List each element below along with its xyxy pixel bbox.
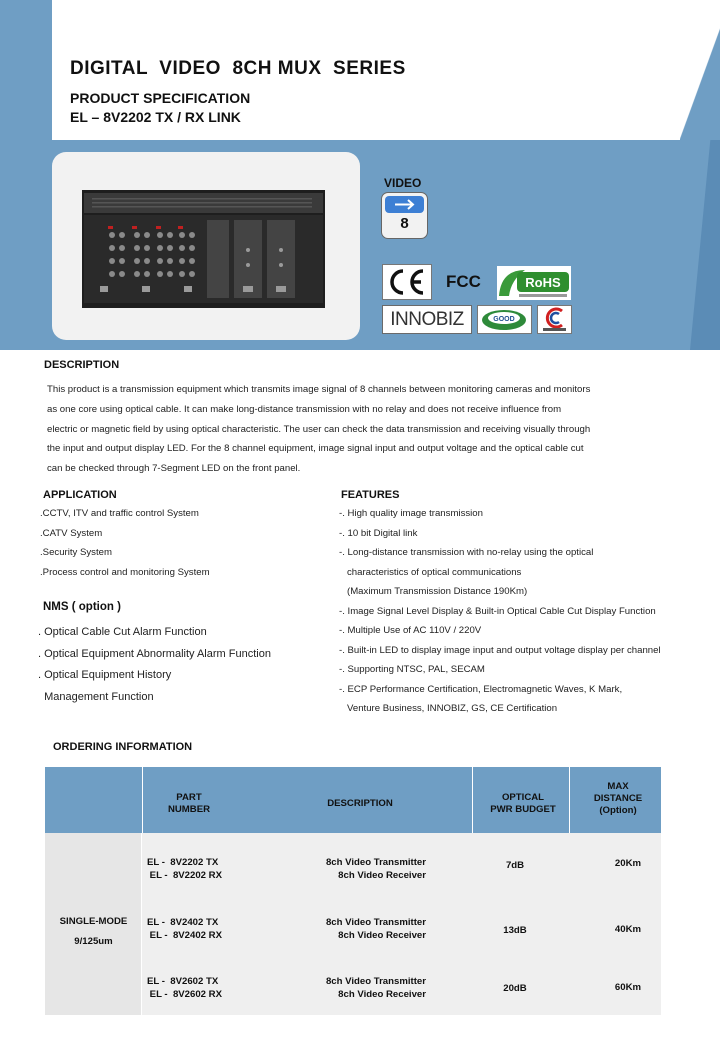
header-max-distance: MAX DISTANCE (Option) (593, 781, 643, 816)
power-budget: 20dB (503, 983, 527, 994)
fcc-logo: FCC (446, 272, 481, 291)
description-line: the input and output display LED. For the 8 channel equipment, image signal input and output voltage and the optical cable cut (47, 443, 584, 455)
description-heading: DESCRIPTION (44, 359, 120, 371)
ordering-table (45, 767, 661, 1015)
fiber-mode: SINGLE-MODE (59, 916, 128, 927)
part-number-rx: EL - 8V2602 RX (147, 989, 223, 1000)
part-number-rx: EL - 8V2402 RX (147, 930, 223, 941)
power-budget: 7dB (505, 860, 525, 871)
nms-item: Management Function (38, 690, 154, 703)
document-title: DIGITAL VIDEO 8CH MUX SERIES (70, 58, 406, 79)
video-channel-badge (381, 192, 428, 239)
innobiz-logo: INNOBIZ (382, 305, 472, 334)
good-software-logo (477, 305, 532, 334)
arrow-right-icon (385, 196, 424, 213)
feature-item: -. Image Signal Level Display & Built-in Optical Cable Cut Display Function (339, 605, 656, 617)
feature-item: -. Long-distance transmission with no-relay using the optical (339, 547, 594, 558)
feature-item: characteristics of optical communications (339, 566, 522, 578)
video-label: VIDEO (384, 176, 422, 190)
header-description: DESCRIPTION (327, 798, 393, 809)
nms-item: . Optical Cable Cut Alarm Function (38, 626, 207, 638)
max-distance: 20Km (614, 858, 642, 869)
feature-item: -. ECP Performance Certification, Electromagnetic Waves, K Mark, (339, 683, 623, 695)
rohs-logo (497, 266, 571, 300)
application-heading: APPLICATION (43, 489, 117, 501)
description-rx: 8ch Video Receiver (338, 870, 426, 881)
application-item: .CCTV, ITV and traffic control System (40, 508, 199, 519)
feature-item: -. Multiple Use of AC 110V / 220V (339, 625, 482, 636)
rack-unit-image (82, 190, 325, 308)
nms-heading: NMS ( option ) (43, 601, 121, 613)
application-item: .CATV System (40, 527, 103, 539)
header-part-number: PART NUMBER (167, 792, 211, 815)
fiber-size: 9/125um (74, 936, 113, 947)
description-line: This product is a transmission equipment which transmits image signal of 8 channels between monitoring cameras and monitors (47, 384, 591, 395)
application-item: .Process control and monitoring System (40, 566, 210, 578)
nms-item: . Optical Equipment Abnormality Alarm Function (38, 647, 271, 660)
description-tx: 8ch Video Transmitter (325, 917, 426, 928)
nms-item: . Optical Equipment History (38, 669, 172, 681)
description-line: can be checked through 7-Segment LED on the front panel. (47, 463, 301, 475)
model-subtitle: EL – 8V2202 TX / RX LINK (70, 109, 241, 125)
spec-subtitle: PRODUCT SPECIFICATION (70, 90, 251, 106)
ce-mark-icon (382, 264, 432, 300)
feature-item: (Maximum Transmission Distance 190Km) (339, 586, 528, 597)
description-rx: 8ch Video Receiver (338, 989, 426, 1000)
part-number-rx: EL - 8V2202 RX (147, 870, 223, 881)
ordering-heading: ORDERING INFORMATION (53, 741, 193, 753)
description-line: as one core using optical cable. It can make long-distance transmission with no relay and does not receive influence from (47, 403, 562, 415)
feature-item: -. 10 bit Digital link (339, 527, 418, 539)
description-rx: 8ch Video Receiver (338, 930, 426, 941)
part-number-tx: EL - 8V2202 TX (147, 857, 219, 868)
max-distance: 40Km (614, 924, 642, 935)
part-number-tx: EL - 8V2402 TX (147, 917, 219, 928)
description-body (47, 380, 667, 479)
feature-item: Venture Business, INNOBIZ, GS, CE Certification (339, 703, 558, 714)
description-line: electric or magnetic field by using optical characteristic. The user can check the data transmission and receiving visually through (47, 423, 591, 435)
header-optical-budget: OPTICAL PWR BUDGET (490, 792, 556, 815)
features-list (339, 504, 661, 719)
description-tx: 8ch Video Transmitter (325, 976, 426, 987)
nms-list (38, 622, 271, 708)
feature-item: -. High quality image transmission (339, 508, 483, 519)
application-item: .Security System (40, 547, 112, 558)
kc-mark-icon (537, 305, 572, 334)
feature-item: -. Supporting NTSC, PAL, SECAM (339, 664, 485, 675)
application-list (40, 504, 210, 582)
feature-item: -. Built-in LED to display image input and output voltage display per channel (339, 644, 661, 656)
power-budget: 13dB (503, 925, 527, 936)
svg-text:GOOD: GOOD (493, 316, 515, 323)
features-heading: FEATURES (341, 489, 400, 501)
video-channel-count: 8 (400, 215, 409, 232)
description-tx: 8ch Video Transmitter (325, 857, 426, 868)
max-distance: 60Km (614, 982, 642, 993)
svg-text:RoHS: RoHS (525, 275, 561, 290)
part-number-tx: EL - 8V2602 TX (147, 976, 219, 987)
